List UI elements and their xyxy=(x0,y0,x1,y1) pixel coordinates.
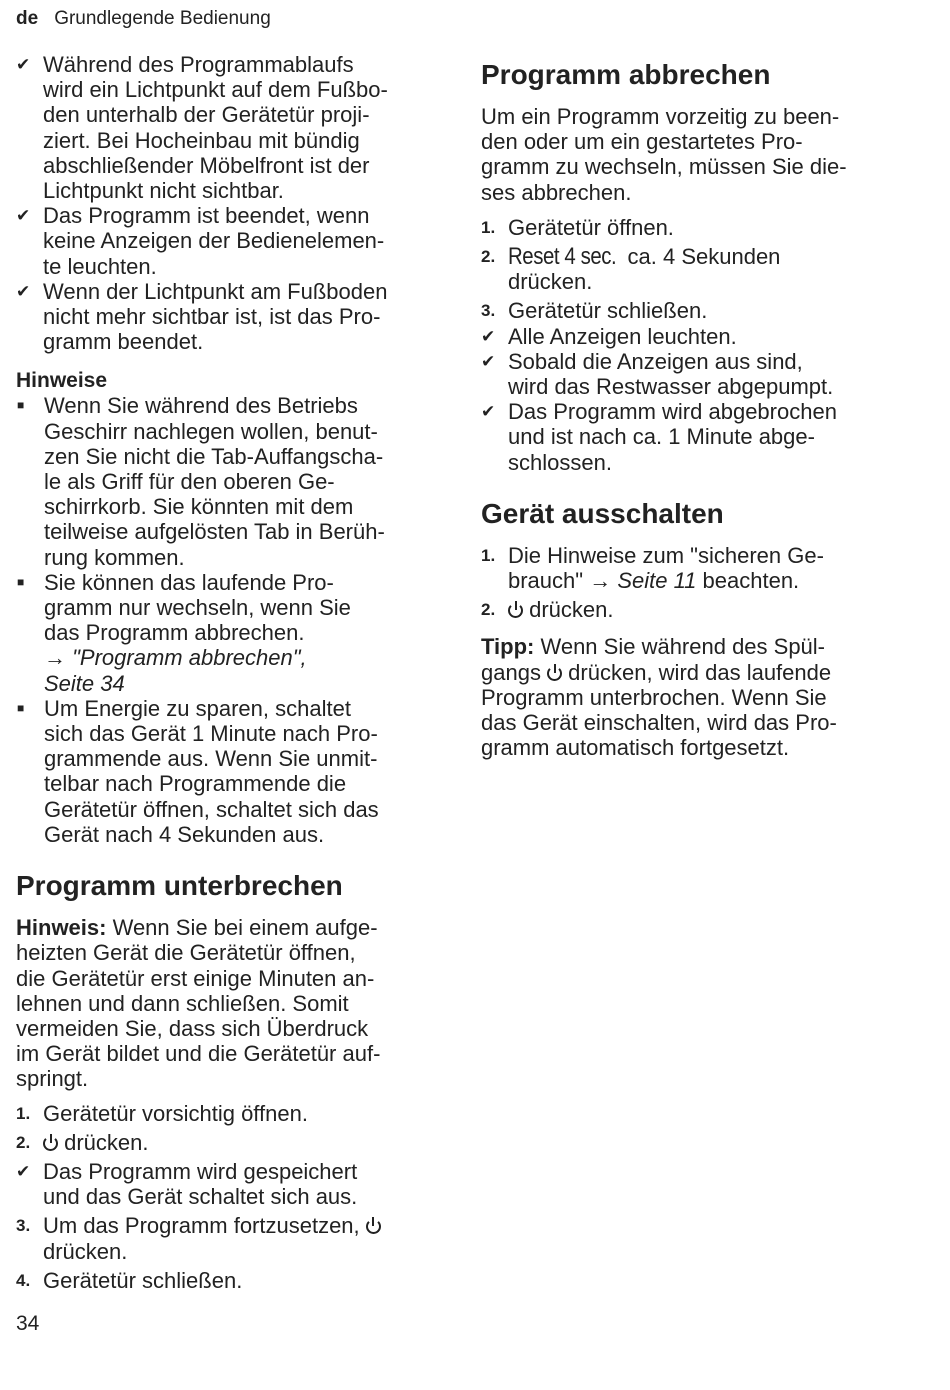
step-item xyxy=(16,1130,436,1155)
text-line: brauch" xyxy=(508,568,590,594)
text-line: Wenn Sie während des Spül- xyxy=(534,634,826,660)
language-code: de xyxy=(16,8,39,29)
step-item xyxy=(481,244,901,294)
square-bullet-icon: ■ xyxy=(17,574,25,589)
text-line: Sobald die Anzeigen aus sind, xyxy=(508,348,803,374)
page-header xyxy=(16,8,271,30)
tip-paragraph xyxy=(481,634,901,760)
bullet-item xyxy=(16,696,436,847)
check-item xyxy=(481,324,901,349)
check-icon: ✔ xyxy=(481,326,496,346)
text-line: das Gerät einschalten, wird das Pro- xyxy=(481,710,837,736)
step-number: 3. xyxy=(16,1216,31,1236)
tip-label: Tipp: xyxy=(481,634,535,660)
text-line: Gerätetür öffnen. xyxy=(508,214,674,240)
step-number: 3. xyxy=(481,301,496,321)
text-line: le als Griff für den oberen Ge- xyxy=(44,469,335,495)
text-line: Das Programm ist beendet, wenn xyxy=(43,203,370,229)
text-line: Sie können das laufende Pro- xyxy=(44,569,334,595)
check-item xyxy=(481,349,901,399)
abort-intro xyxy=(481,104,901,205)
text-line: rung kommen. xyxy=(44,544,185,570)
text-line: drücken. xyxy=(58,1129,149,1155)
xref-text: "Programm abbrechen", xyxy=(72,645,307,671)
text-line: springt. xyxy=(16,1066,89,1092)
cross-reference-link[interactable]: Seite 11 xyxy=(611,568,697,594)
page-number: 34 xyxy=(16,1312,40,1335)
text-line: und das Gerät schaltet sich aus. xyxy=(43,1184,358,1210)
check-icon: ✔ xyxy=(481,402,496,422)
check-icon: ✔ xyxy=(16,206,31,226)
text-line: schlossen. xyxy=(508,449,612,475)
check-item xyxy=(481,399,901,475)
note-label: Hinweis: xyxy=(16,915,107,941)
check-icon: ✔ xyxy=(16,281,31,301)
text-line: teilweise aufgelösten Tab in Berüh- xyxy=(44,519,385,545)
text-line: im Gerät bildet und die Gerätetür auf- xyxy=(16,1041,381,1067)
text-line: drücken. xyxy=(508,269,593,295)
text-line: Die Hinweise zum "sicheren Ge- xyxy=(508,542,824,568)
text-line: Wenn Sie bei einem aufge- xyxy=(106,915,378,941)
text-line: Das Programm wird abgebrochen xyxy=(508,399,837,425)
section-title-interrupt: Programm unterbrechen xyxy=(16,870,343,902)
step-item xyxy=(16,1268,436,1293)
square-bullet-icon: ■ xyxy=(17,398,25,413)
step-item xyxy=(16,1101,436,1126)
text-line: den oder um ein gestartetes Pro- xyxy=(481,129,803,155)
text-line: das Programm abbrechen. xyxy=(44,620,305,646)
step-item xyxy=(481,215,901,240)
square-bullet-icon: ■ xyxy=(17,700,25,715)
power-icon xyxy=(366,1219,381,1234)
note-paragraph xyxy=(16,915,436,1091)
text-line: grammende aus. Wenn Sie unmit- xyxy=(44,746,378,772)
text-line: Programm unterbrochen. Wenn Sie xyxy=(481,684,827,710)
step-number: 1. xyxy=(16,1103,31,1123)
bullet-item xyxy=(16,570,436,696)
bullet-item xyxy=(16,393,436,569)
cross-reference-link[interactable] xyxy=(44,645,436,670)
text-line: Um Energie zu sparen, schaltet xyxy=(44,695,351,721)
text-line: Gerätetür öffnen, schaltet sich das xyxy=(44,796,379,822)
text-line: heizten Gerät die Gerätetür öffnen, xyxy=(16,940,356,966)
text-line: gramm automatisch fortgesetzt. xyxy=(481,735,790,761)
text-line: den unterhalb der Gerätetür proji- xyxy=(43,102,370,128)
text-line: sich das Gerät 1 Minute nach Pro- xyxy=(44,721,378,747)
step-item xyxy=(481,597,901,622)
text-line: Lichtpunkt nicht sichtbar. xyxy=(43,178,284,204)
text-line: und ist nach ca. 1 Minute abge- xyxy=(508,424,815,450)
section-title-switch-off: Gerät ausschalten xyxy=(481,497,724,529)
check-item xyxy=(16,203,436,279)
text-line: drücken. xyxy=(523,597,614,623)
text-line: beachten. xyxy=(696,568,800,594)
step-number: 2. xyxy=(16,1132,31,1152)
power-icon xyxy=(547,666,562,681)
text-line: Alle Anzeigen leuchten. xyxy=(508,323,737,349)
text-line: Um ein Programm vorzeitig zu been- xyxy=(481,104,840,129)
arrow-right-icon: → xyxy=(589,568,612,594)
hinweise-heading: Hinweise xyxy=(16,369,108,393)
text-line: gramm zu wechseln, müssen Sie die- xyxy=(481,154,847,180)
text-line: Um das Programm fortzusetzen, xyxy=(43,1213,366,1239)
text-line: te leuchten. xyxy=(43,253,157,279)
text-line: gangs xyxy=(481,659,548,685)
text-line: Das Programm wird gespeichert xyxy=(43,1158,358,1184)
check-item xyxy=(16,1159,436,1209)
right-column xyxy=(481,58,901,760)
step-number: 1. xyxy=(481,545,496,565)
text-line: zen Sie nicht die Tab-Auffangscha- xyxy=(44,443,384,469)
text-line: drücken. xyxy=(43,1238,128,1264)
header-title: Grundlegende Bedienung xyxy=(54,8,271,29)
step-number: 2. xyxy=(481,600,496,620)
text-line: nicht mehr sichtbar ist, ist das Pro- xyxy=(43,304,381,330)
check-icon: ✔ xyxy=(16,1161,31,1181)
text-line: gramm nur wechseln, wenn Sie xyxy=(44,595,351,621)
check-icon: ✔ xyxy=(16,55,31,74)
step-number: 4. xyxy=(16,1270,31,1290)
text-line: schirrkorb. Sie könnten mit dem xyxy=(44,494,354,520)
text-line: drücken, wird das laufende xyxy=(562,659,832,685)
text-line: Gerätetür schließen. xyxy=(43,1267,243,1293)
step-number: 1. xyxy=(481,217,496,237)
text-line: Wenn Sie während des Betriebs xyxy=(44,393,358,419)
text-line: Gerätetür schließen. xyxy=(508,298,708,324)
step-item xyxy=(16,1213,436,1263)
reset-button-label: Reset 4 sec. xyxy=(508,243,617,271)
text-line: keine Anzeigen der Bedienelemen- xyxy=(43,228,385,254)
check-item xyxy=(16,279,436,355)
text-line: Gerätetür vorsichtig öffnen. xyxy=(43,1100,308,1126)
text-line: ca. 4 Sekunden xyxy=(621,244,781,270)
text-line: telbar nach Programmende die xyxy=(44,771,347,797)
text-line: die Gerätetür erst einige Minuten an- xyxy=(16,965,375,991)
cross-reference-page[interactable]: Seite 34 xyxy=(44,670,125,696)
step-item xyxy=(481,543,901,593)
power-icon xyxy=(508,603,523,618)
check-icon: ✔ xyxy=(481,351,496,371)
step-number: 2. xyxy=(481,247,496,267)
left-column xyxy=(16,52,436,1293)
section-title-abort: Programm abbrechen xyxy=(481,59,771,90)
check-item xyxy=(16,52,436,203)
text-line: abschließender Möbelfront ist der xyxy=(43,152,370,178)
text-line: vermeiden Sie, dass sich Überdruck xyxy=(16,1015,369,1041)
text-line: gramm beendet. xyxy=(43,329,204,355)
text-line: wird ein Lichtpunkt auf dem Fußbo- xyxy=(43,77,388,103)
text-line: Wenn der Lichtpunkt am Fußboden xyxy=(43,278,388,304)
text-line: Während des Programmablaufs xyxy=(43,52,354,77)
text-line: Geschirr nachlegen wollen, benut- xyxy=(44,418,378,444)
text-line: wird das Restwasser abgepumpt. xyxy=(508,374,834,400)
text-line: ses abbrechen. xyxy=(481,179,632,205)
arrow-right-icon: → xyxy=(44,645,66,671)
text-line: lehnen und dann schließen. Somit xyxy=(16,990,349,1016)
text-line: Gerät nach 4 Sekunden aus. xyxy=(44,821,325,847)
step-item xyxy=(481,298,901,323)
text-line: ziert. Bei Hocheinbau mit bündig xyxy=(43,127,360,153)
power-icon xyxy=(43,1136,58,1151)
